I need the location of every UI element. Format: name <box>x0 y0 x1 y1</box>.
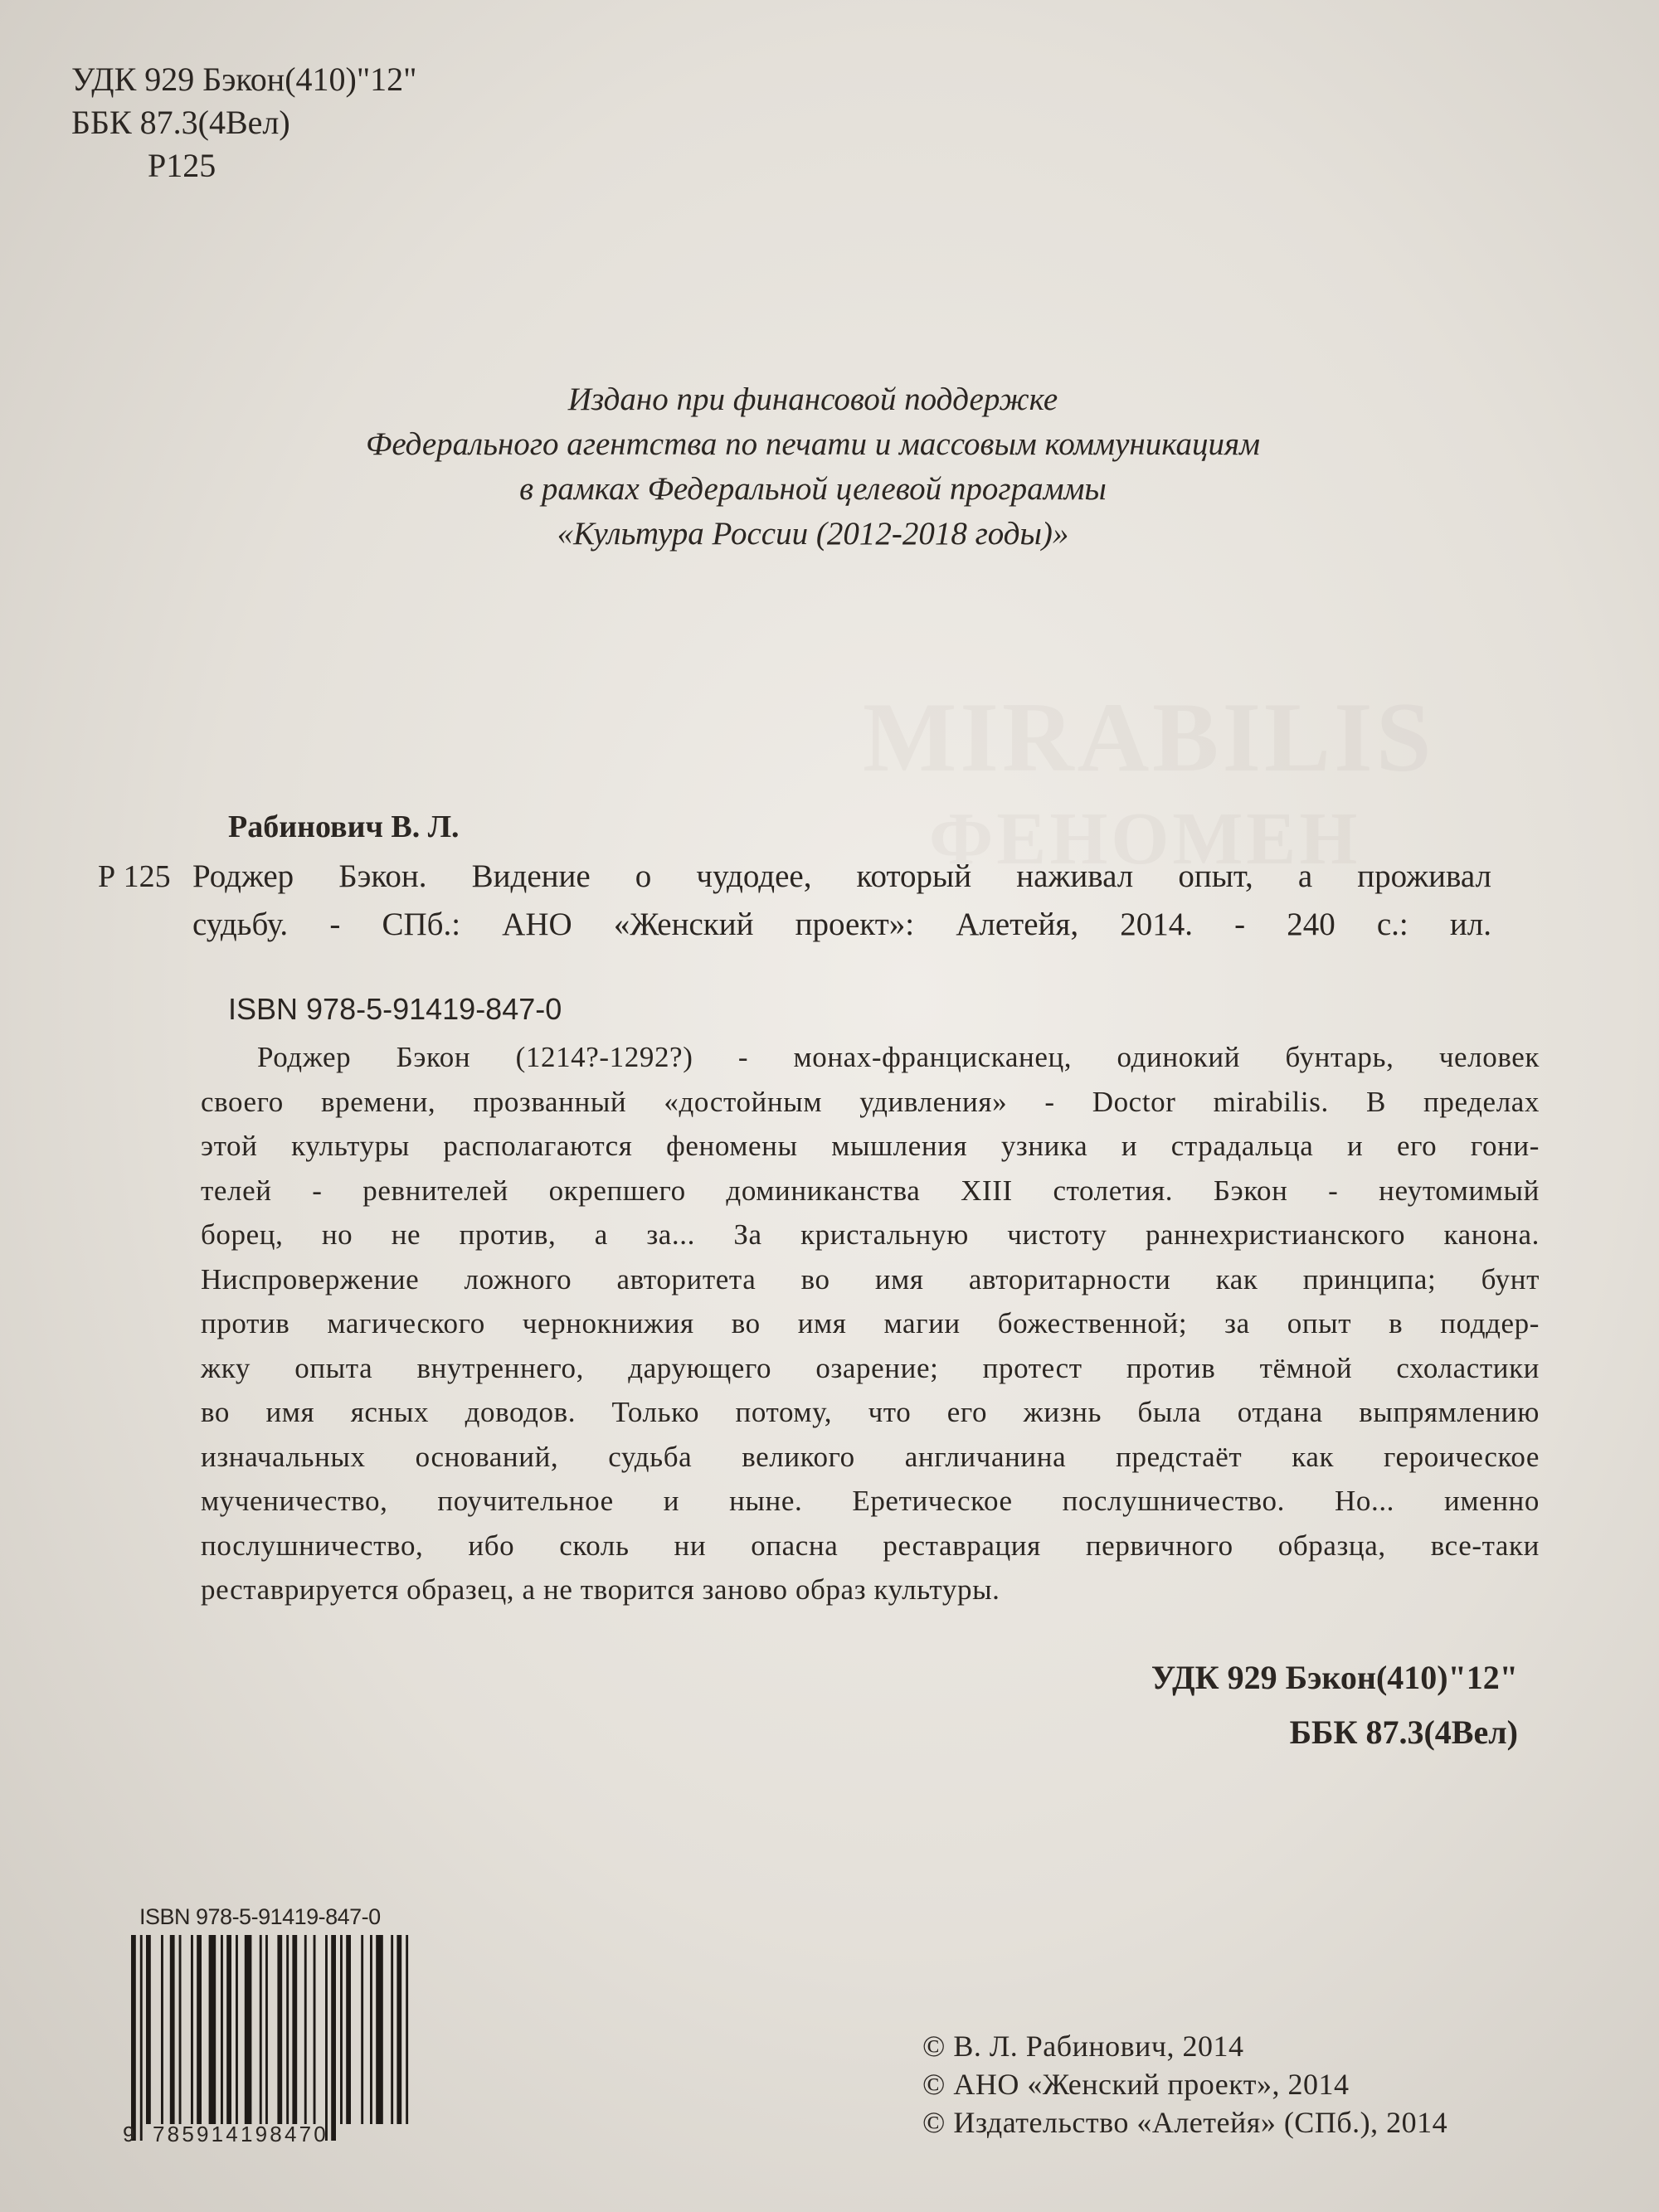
barcode-bar <box>161 1935 163 2124</box>
barcode-bar <box>314 1935 316 2124</box>
annotation-line: реставрируется образец, а не творится заново образ культуры. <box>201 1573 1000 1606</box>
barcode-bar <box>370 1935 372 2124</box>
udk-code-top: УДК 929 Бэкон(410)"12" <box>71 61 417 98</box>
barcode-bar <box>265 1935 268 2124</box>
annotation-line: жку опыта внутреннего, дарующего озарение; протест против тёмной схоластики <box>201 1351 1540 1384</box>
annotation-line: борец, но не против, а за... За кристальную чистоту раннехристианского канона. <box>201 1218 1540 1251</box>
barcode-bar <box>277 1935 282 2124</box>
author-heading: Рабинович В. Л. <box>228 809 460 844</box>
barcode-digits: 785914198470 <box>153 2122 328 2146</box>
barcode-bar <box>170 1935 175 2124</box>
bleed-through-text: MIRABILIS <box>863 682 1435 792</box>
copyright-line: © В. Л. Рабинович, 2014 <box>922 2030 1244 2063</box>
barcode-bar <box>221 1935 223 2124</box>
annotation-line: своего времени, прозванный «достойным удивления» - Doctor mirabilis. В пределах <box>201 1085 1540 1118</box>
barcode-bar <box>131 1935 136 2141</box>
funding-note <box>0 377 1626 557</box>
barcode-bar <box>140 1935 143 2141</box>
classification-top <box>71 58 416 187</box>
copyright-line: © Издательство «Алетейя» (СПб.), 2014 <box>922 2106 1448 2139</box>
barcode-bar <box>346 1935 351 2124</box>
copyright-line: © АНО «Женский проект», 2014 <box>922 2068 1350 2101</box>
barcode-bar <box>406 1935 408 2124</box>
barcode-bar <box>197 1935 202 2124</box>
annotation-line: послушничество, ибо сколь ни опасна реставрация первичного образца, все-таки <box>201 1529 1540 1562</box>
barcode-bar <box>376 1935 383 2124</box>
barcode-bar <box>397 1935 401 2124</box>
annotation-line: телей - ревнителей окрепшего доминиканства XIII столетия. Бэкон - неутомимый <box>201 1174 1540 1207</box>
annotation-line: этой культуры располагаются феномены мышления узника и страдальца и его гони- <box>201 1130 1540 1162</box>
bleed-through-text-2: ФЕНОМЕН <box>929 798 1361 880</box>
barcode-bar <box>286 1935 289 2124</box>
annotation-line: Ниспровержение ложного авторитета во имя авторитарности как принципа; бунт <box>201 1262 1540 1296</box>
barcode-bar <box>304 1935 307 2124</box>
funding-note-line: в рамках Федеральной целевой программы <box>519 471 1107 507</box>
barcode-bar <box>245 1935 252 2124</box>
barcode-bar <box>325 1935 328 2141</box>
funding-note-line: Издано при финансовой поддержке <box>567 382 1058 417</box>
funding-note-line: «Культура России (2012-2018 годы)» <box>557 516 1069 552</box>
barcode-bar <box>391 1935 393 2124</box>
barcode-bar <box>191 1935 193 2124</box>
author-sign-top: Р125 <box>148 147 216 184</box>
barcode-bar <box>236 1935 238 2124</box>
annotation-line: во имя ясных доводов. Только потому, что его жизнь была отдана выпрямлению <box>201 1396 1540 1428</box>
bibliographic-line: судьбу. - СПб.: АНО «Женский проект»: Алетейя, 2014. - 240 с.: ил. <box>192 907 1491 942</box>
bbk-code-bottom: ББК 87.3(4Вел) <box>1289 1714 1518 1751</box>
bibliographic-description <box>192 853 1491 949</box>
bbk-code-top: ББК 87.3(4Вел) <box>71 104 290 141</box>
annotation-line: Роджер Бэкон (1214?-1292?) - монах-францисканец, одинокий бунтарь, человек <box>257 1041 1540 1073</box>
barcode-bar <box>260 1935 262 2124</box>
classification-bottom <box>1151 1650 1518 1760</box>
barcode-bar <box>361 1935 363 2124</box>
funding-note-line: Федерального агентства по печати и массовым коммуникациям <box>365 426 1261 462</box>
barcode-block <box>124 1904 423 2141</box>
barcode-bar <box>331 1935 336 2141</box>
bibliographic-line: Роджер Бэкон. Видение о чудодее, который наживал опыт, а проживал <box>192 858 1491 894</box>
barcode-bar <box>179 1935 182 2124</box>
barcode-isbn-label: ISBN 978-5-91419-847-0 <box>139 1904 381 1929</box>
author-sign: Р 125 <box>98 859 171 894</box>
copyright-block <box>922 2027 1447 2142</box>
barcode-bar <box>292 1935 297 2124</box>
annotation <box>201 1035 1540 1612</box>
barcode-digit-first: 9 <box>123 2122 135 2146</box>
isbn: ISBN 978-5-91419-847-0 <box>228 992 562 1026</box>
udk-code-bottom: УДК 929 Бэкон(410)"12" <box>1151 1659 1518 1696</box>
barcode-icon <box>124 1935 415 2141</box>
barcode-bar <box>209 1935 216 2124</box>
annotation-line: изначальных оснований, судьба великого англичанина предстаёт как героическое <box>201 1440 1540 1473</box>
barcode-bar <box>146 1935 151 2124</box>
barcode-bar <box>226 1935 231 2124</box>
annotation-line: мученичество, поучительное и ныне. Еретическое послушничество. Но... именно <box>201 1485 1540 1517</box>
annotation-line: против магического чернокнижия во имя магии божественной; за опыт в поддер- <box>201 1307 1540 1339</box>
barcode-bar <box>340 1935 343 2124</box>
